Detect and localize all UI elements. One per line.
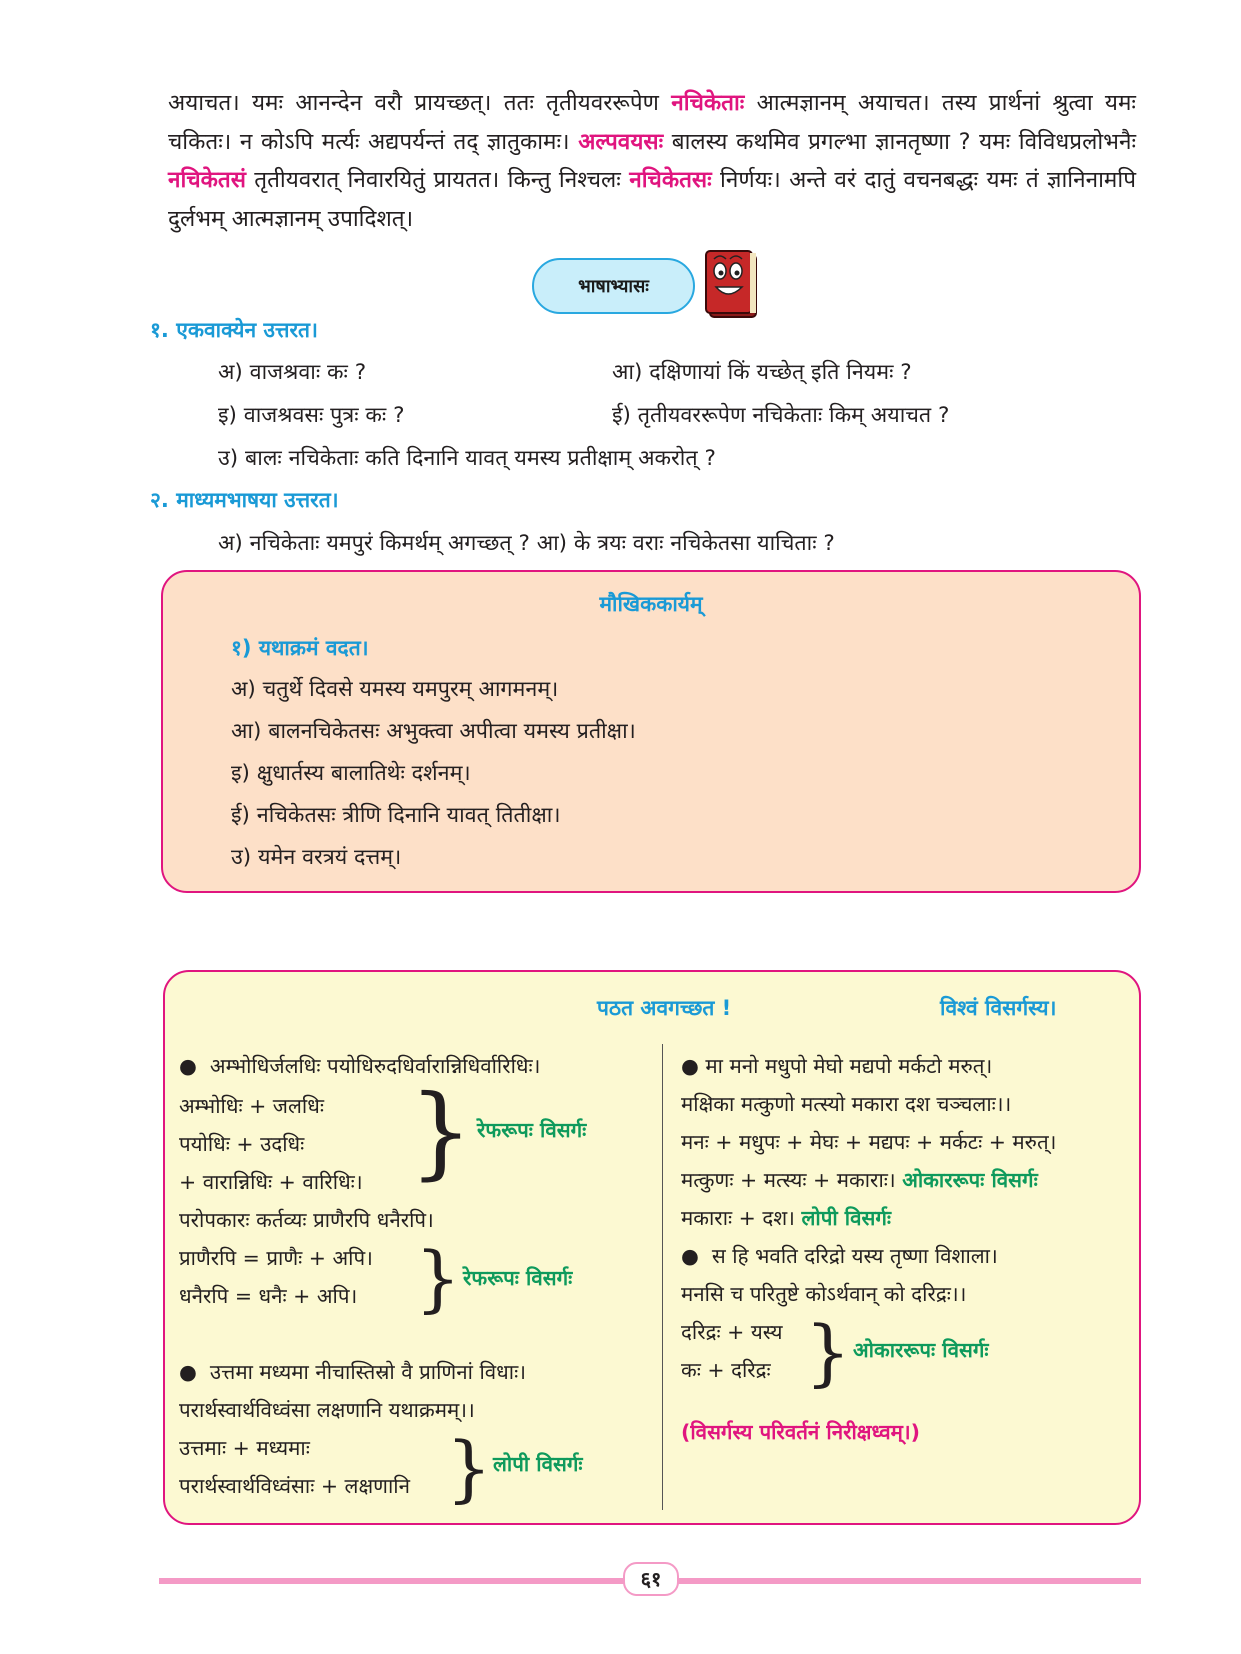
split-line: प्राणैरपि = प्राणैः + अपि।	[179, 1246, 373, 1270]
split-line: पयोधिः + उदधिः	[179, 1132, 305, 1156]
brace: }	[446, 1426, 492, 1510]
verse-line: मनसि च परितुष्टे कोऽर्थवान् को दरिद्रः।।	[681, 1282, 967, 1306]
oral-item: आ) बालनचिकेतसः अभुक्त्वा अपीत्वा यमस्य प्रतीक्षा।	[231, 719, 636, 744]
verse-line: परार्थस्वार्थविध्वंसा लक्षणानि यथाक्रमम्।।	[179, 1398, 475, 1422]
paragraph-text: अयाचत। यमः आनन्देन वरौ प्रायच्छत्। ततः तृतीयवररूपेण	[168, 90, 672, 116]
split-line: दरिद्रः + यस्य	[681, 1320, 783, 1344]
book-mascot-icon	[700, 245, 764, 323]
verse-line: ● मा मनो मधुपो मेघो मद्यपो मर्कटो मरुत्।	[681, 1054, 993, 1078]
visarga-label: रेफरूपः विसर्गः	[477, 1118, 587, 1142]
split-line: परार्थस्वार्थविध्वंसाः + लक्षणानि	[179, 1474, 410, 1498]
split-line: + वारान्निधिः + वारिधिः।	[179, 1170, 363, 1194]
verse-line: ● उत्तमा मध्यमा नीचास्तिस्रो वै प्राणिनां विधाः।	[179, 1360, 526, 1384]
paragraph-text: आत्मज्ञानम् अयाचत। तस्य प्रार्थनां श्रुत्वा यमः चकितः। न कोऽपि मर्त्यः अद्यपर्यन्तं तद् ज्ञातुकामः।	[168, 90, 1136, 155]
box-title-right: विश्वं विसर्गस्य।	[940, 996, 1057, 1020]
highlighted-word: नचिकेताः	[671, 90, 745, 116]
oral-item: इ) क्षुधार्तस्य बालातिथेः दर्शनम्।	[231, 761, 471, 786]
verse-line: ● स हि भवति दरिद्रो यस्य तृष्णा विशाला।	[681, 1244, 998, 1268]
visarga-label: ओकाररूपः विसर्गः	[902, 1168, 1038, 1192]
verse-line: परोपकारः कर्तव्यः प्राणैरपि धनैरपि।	[179, 1208, 434, 1232]
verse-line: ● अम्भोधिर्जलधिः पयोधिरुदधिर्वारान्निधिर्वारिधिः।	[179, 1054, 541, 1078]
verse-line: मक्षिका मत्कुणो मत्स्यो मकारा दश चञ्चलाः।।	[681, 1092, 1012, 1116]
q2-heading: २. माध्यमभाषया उत्तरत।	[150, 488, 339, 512]
q1-item: इ) वाजश्रवसः पुत्रः कः ?	[218, 403, 405, 428]
visarga-label: लोपी विसर्गः	[801, 1206, 892, 1230]
paragraph-text: निर्णयः। अन्ते वरं दातुं वचनबद्धः यमः तं ज्ञानिनामपि दुर्लभम् आत्मज्ञानम् उपादिशत्।	[168, 167, 1136, 232]
highlighted-word: नचिकेतसं	[168, 167, 246, 193]
split-line: मकाराः + दश। लोपी विसर्गः	[681, 1206, 892, 1230]
brace: }	[805, 1310, 851, 1394]
brace: }	[409, 1073, 473, 1190]
oral-title: मौखिककार्यम्	[599, 592, 703, 616]
oral-item: अ) चतुर्थे दिवसे यमस्य यमपुरम् आगमनम्।	[231, 677, 559, 702]
split-line: कः + दरिद्रः	[681, 1358, 771, 1382]
split-line: उत्तमाः + मध्यमाः	[179, 1436, 310, 1460]
brace: }	[415, 1236, 461, 1320]
q2-item: अ) नचिकेताः यमपुरं किमर्थम् अगच्छत् ? आ) के त्रयः वराः नचिकेतसा याचिताः ?	[218, 531, 835, 556]
visarga-box	[163, 970, 1141, 1525]
visarga-label: ओकाररूपः विसर्गः	[853, 1338, 989, 1362]
highlighted-word: अल्पवयसः	[578, 128, 664, 155]
q1-item: उ) बालः नचिकेताः कति दिनानि यावत् यमस्य प्रतीक्षाम् अकरोत् ?	[218, 446, 716, 471]
paragraph-text: तृतीयवरात् निवारयितुं प्रायतत। किन्तु निश्चलः	[245, 167, 630, 193]
observe-note: (विसर्गस्य परिवर्तनं निरीक्षध्वम्।)	[681, 1420, 920, 1444]
q1-item: आ) दक्षिणायां किं यच्छेत् इति नियमः ?	[612, 360, 912, 385]
q1-item: अ) वाजश्रवाः कः ?	[218, 360, 367, 385]
visarga-label: रेफरूपः विसर्गः	[463, 1266, 573, 1290]
split-line: अम्भोधिः + जलधिः	[179, 1094, 324, 1118]
oral-subheading: १) यथाक्रमं वदत।	[231, 636, 369, 660]
split-line: मत्कुणः + मत्स्यः + मकाराः। ओकाररूपः विसर्गः	[681, 1168, 1038, 1192]
oral-item: ई) नचिकेतसः त्रीणि दिनानि यावत् तितीक्षा।	[231, 803, 561, 828]
box-title-left: पठत अवगच्छत !	[597, 996, 732, 1020]
q1-item: ई) तृतीयवररूपेण नचिकेताः किम् अयाचत ?	[612, 403, 950, 428]
oral-item: उ) यमेन वरत्रयं दत्तम्।	[231, 845, 402, 870]
oral-work-box	[161, 570, 1141, 893]
page-number: ६१	[623, 1562, 679, 1596]
split-line: मनः + मधुपः + मेघः + मद्यपः + मर्कटः + मरुत्।	[681, 1130, 1057, 1154]
bhashabhyas-label: भाषाभ्यासः	[532, 258, 695, 314]
body-paragraph	[168, 84, 1136, 238]
split-line: धनैरपि = धनैः + अपि।	[179, 1284, 358, 1308]
paragraph-text: बालस्य कथमिव प्रगल्भा ज्ञानतृष्णा ? यमः विविधप्रलोभनैः	[663, 128, 1136, 155]
column-divider	[662, 1044, 663, 1510]
visarga-label: लोपी विसर्गः	[493, 1452, 583, 1476]
highlighted-word: नचिकेतसः	[629, 167, 712, 193]
q1-heading: १. एकवाक्येन उत्तरत।	[150, 318, 318, 342]
